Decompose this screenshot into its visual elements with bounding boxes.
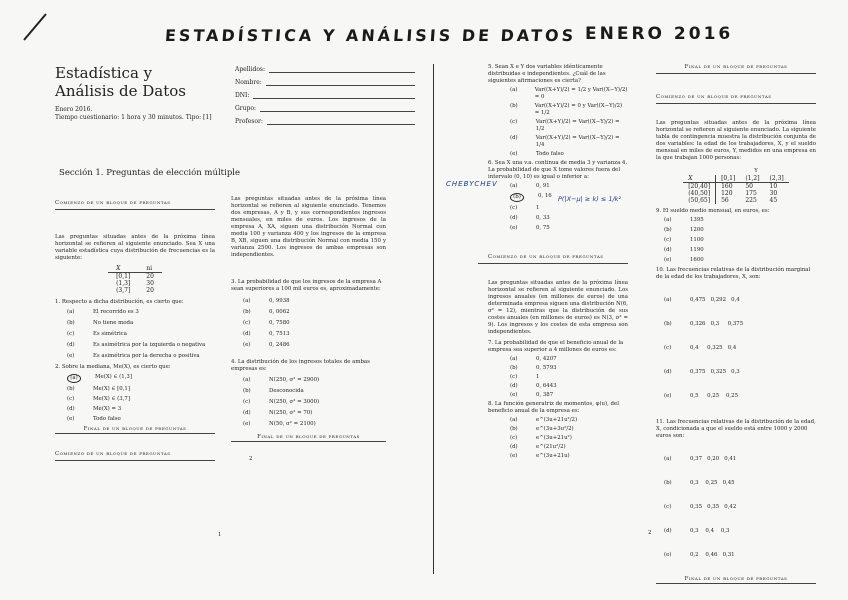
question-prompt: 6. Sea X una v.a. continua de media 3 y varianza 4. La probabilidad de que X tome valores fuera del intervalo (0, 10) es igual o inferior a: — [488, 160, 628, 180]
option-letter: (b) — [67, 320, 75, 326]
option-text: 0,35 0,35 0,42 — [690, 504, 737, 510]
field-label: Profesor: — [235, 118, 263, 125]
section-title: Sección 1. Preguntas de elección múltiple — [59, 168, 241, 178]
table-header: (2,3] — [769, 175, 784, 182]
field-dni[interactable] — [235, 92, 415, 105]
option-text: Desconocida — [269, 388, 304, 394]
option-letter: (e) — [67, 416, 75, 422]
answer-option[interactable] — [243, 309, 386, 316]
option-text: e^(3u+21u²/2) — [536, 417, 578, 423]
answer-option[interactable] — [243, 410, 386, 417]
answer-option[interactable] — [664, 227, 816, 234]
option-letter: (c) — [664, 237, 672, 243]
field-label: DNI: — [235, 92, 250, 99]
option-text: 0,375 0,325 0,3 — [690, 369, 740, 375]
answer-option[interactable] — [510, 453, 628, 460]
left-column-2 — [231, 196, 386, 463]
question-2 — [55, 364, 215, 423]
option-letter: (e) — [664, 257, 672, 263]
answer-option[interactable] — [243, 342, 386, 349]
question-4 — [231, 359, 386, 428]
block-end-label: Final de un bloque de preguntas — [55, 426, 215, 434]
answer-option[interactable] — [510, 426, 628, 433]
question-prompt: 1. Respecto a dicha distribución, es cierto que: — [55, 299, 184, 305]
question-prompt: 8. La función generatriz de momentos, φ(u), del beneficio anual de la empresa es: — [488, 401, 619, 414]
option-letter: (e) — [243, 342, 251, 348]
option-text: Var((X+Y)/2) = 0 y Var((X−Y)/2) = 1/2 — [534, 103, 623, 116]
option-letter: (e) — [510, 225, 518, 231]
table-header: (1,2] — [745, 175, 760, 182]
option-text: Es asimétrica por la izquierda o negativa — [93, 342, 206, 348]
table-header: ni — [138, 265, 162, 273]
exam-duration: Tiempo cuestionario: 1 hora y 30 minutos. Tipo: [1] — [55, 114, 212, 121]
option-letter: (e) — [664, 393, 672, 399]
question-5 — [478, 64, 628, 158]
option-letter: (c) — [67, 331, 75, 337]
answer-option[interactable] — [664, 297, 816, 304]
table-cell: (1,3] — [116, 280, 131, 287]
answer-option[interactable] — [243, 399, 386, 406]
answer-option[interactable] — [243, 331, 386, 338]
option-letter: (d) — [67, 406, 75, 412]
table-header: X — [683, 175, 715, 183]
answer-option[interactable] — [67, 331, 215, 338]
answer-option[interactable] — [510, 435, 628, 442]
answer-option[interactable] — [243, 388, 386, 395]
course-title-line2: Análisis de Datos — [55, 82, 186, 100]
answer-option[interactable] — [664, 393, 816, 400]
answer-option[interactable] — [510, 365, 628, 372]
option-text: Me(X) ∈ [0,1] — [93, 386, 130, 392]
question-8 — [478, 401, 628, 460]
option-letter: (b) — [510, 193, 524, 202]
field-grupo[interactable] — [235, 105, 415, 118]
intro-text: Las preguntas situadas antes de la próxima línea horizontal se refieren al siguiente enunciado. La siguiente tabla de contingencia muestra la distribución conjunta de dos variables: la edad de los trabajadores, X, y el sueldo mensual en miles de euros, Y, medidos en una empresa en la que trabajan 1000 personas: — [656, 120, 816, 161]
pen-stroke-mark — [20, 10, 50, 44]
question-prompt: 9. El sueldo medio mensual, en euros, es: — [656, 208, 770, 214]
right-page — [446, 64, 818, 584]
option-text: Es asimétrica por la derecha o positiva — [93, 353, 200, 359]
option-letter: (c) — [243, 399, 251, 405]
table-cell: 10 — [769, 183, 778, 190]
option-letter: (c) — [664, 345, 672, 351]
option-letter: (b) — [67, 386, 75, 392]
table-cell: 30 — [146, 280, 154, 287]
option-text: N(50, σ² = 2100) — [269, 421, 316, 427]
option-letter: (b) — [243, 388, 251, 394]
option-letter: (d) — [664, 528, 672, 534]
answer-option[interactable] — [664, 504, 816, 511]
option-text: 0, 2486 — [269, 342, 290, 348]
page-mark: 2 — [249, 456, 253, 462]
answer-option[interactable] — [664, 552, 816, 559]
question-prompt: 10. Las frecuencias relativas de la distribución marginal de la edad de los trabajadores, X, son: — [656, 267, 811, 280]
contingency-table — [683, 175, 789, 204]
option-text: Var((X+Y)/2) = Var((X−Y)/2) = 1/4 — [535, 135, 620, 148]
option-letter: (d) — [510, 444, 518, 450]
intro-text: Las preguntas situadas antes de la próxima línea horizontal se refieren al siguiente enunciado. Los ingresos anuales (en millones de euros) de una determinada empresa siguen una distribución N(6, σ² = 12), mientras que la distribución de sus costes anuales (en millones de euros) es N(3, σ² = 9). Los ingresos y los costes de esta empresa son independientes. — [488, 280, 628, 335]
option-letter: (e) — [510, 392, 518, 398]
table-cell: 45 — [769, 197, 778, 204]
option-letter: (a) — [510, 417, 518, 423]
option-letter: (a) — [243, 298, 251, 304]
answer-option[interactable] — [243, 421, 386, 428]
option-letter: (e) — [67, 353, 75, 359]
answer-option[interactable] — [67, 416, 215, 423]
option-letter: (a) — [510, 183, 518, 189]
option-letter: (a) — [664, 297, 672, 303]
field-nombre[interactable] — [235, 79, 415, 92]
page-number: 2 — [648, 530, 652, 536]
option-letter: (a) — [510, 356, 518, 362]
table-cell: 175 — [745, 190, 757, 197]
field-label: Nombre: — [235, 79, 262, 86]
option-text: e^(3u+3u²/2) — [536, 426, 574, 432]
option-letter: (a) — [67, 374, 81, 383]
question-10 — [656, 267, 816, 417]
right-column-1 — [478, 64, 628, 462]
table-cell: 50 — [745, 183, 753, 190]
option-text: 1395 — [690, 217, 704, 223]
option-text: Me(X) = 3 — [93, 406, 122, 412]
answer-option[interactable] — [664, 217, 816, 224]
option-text: 0,37 0,20 0,41 — [690, 456, 737, 462]
option-letter: (d) — [510, 383, 518, 389]
option-text: Me(X) ∈ (1,3] — [95, 374, 132, 380]
answer-option[interactable] — [510, 135, 628, 149]
option-letter: (d) — [664, 369, 672, 375]
field-profesor[interactable] — [235, 118, 415, 131]
course-title — [55, 64, 186, 100]
option-text: N(250, σ² = 3000) — [269, 399, 320, 405]
option-letter: (a) — [67, 309, 75, 315]
page-divider — [433, 64, 434, 574]
answer-option-selected[interactable] — [67, 374, 215, 383]
handwritten-title: ESTADÍSTICA Y ANÁLISIS DE DATOS — [164, 26, 577, 45]
option-text: Var((X+Y)/2) = 1/2 y Var((X−Y)/2) = 0 — [534, 87, 628, 100]
option-text: 0, 387 — [536, 392, 554, 398]
option-text: Es simétrica — [93, 331, 127, 337]
question-1 — [55, 299, 215, 360]
answer-option[interactable] — [664, 480, 816, 487]
option-text: 0,2 0,46 0,31 — [690, 552, 735, 558]
option-text: N(250, σ² = 2900) — [269, 377, 320, 383]
option-text: 1200 — [690, 227, 704, 233]
answer-option[interactable] — [510, 383, 628, 390]
answer-option[interactable] — [243, 377, 386, 384]
option-letter: (c) — [664, 504, 672, 510]
field-apellidos[interactable] — [235, 66, 415, 79]
option-letter: (b) — [510, 365, 518, 371]
option-letter: (d) — [243, 410, 251, 416]
option-letter: (d) — [510, 215, 518, 221]
table-cell: 20 — [146, 273, 154, 280]
option-letter: (a) — [664, 217, 672, 223]
option-text: El recorrido es 3 — [93, 309, 139, 315]
option-letter: (b) — [510, 426, 518, 432]
intro-text: Las preguntas situadas antes de la próxima línea horizontal se refieren al siguiente enunciado. Sea X una variable estadística cuya distribución de frecuencias es la siguiente: — [55, 234, 215, 261]
option-text: 0, 4207 — [536, 356, 557, 362]
option-text: 0, 9938 — [269, 298, 290, 304]
option-text: 0, 7580 — [269, 320, 290, 326]
table-cell: 30 — [769, 190, 778, 197]
question-3 — [231, 279, 386, 349]
option-text: 0,4 0,325 0,4 — [690, 345, 737, 351]
frequency-table — [108, 265, 162, 294]
option-letter: (b) — [243, 309, 251, 315]
question-11 — [656, 419, 816, 576]
table-cell: 160 — [721, 183, 733, 190]
answer-option[interactable] — [67, 386, 215, 393]
table-cell: 56 — [721, 197, 729, 204]
option-text: 0, 75 — [536, 225, 550, 231]
answer-option[interactable] — [510, 215, 628, 222]
option-letter: (d) — [67, 342, 75, 348]
block-start-label: Comienzo de un bloque de preguntas — [488, 254, 604, 260]
option-text: 0,326 0,3 0,375 — [690, 321, 744, 327]
option-letter: (b) — [510, 103, 518, 109]
handwritten-date: ENERO 2016 — [585, 24, 734, 44]
left-page — [55, 62, 425, 582]
answer-option[interactable] — [510, 151, 628, 158]
block-start-label: Comienzo de un bloque de preguntas — [55, 451, 171, 457]
table-cell: (40,50] — [683, 190, 715, 197]
option-letter: (d) — [243, 331, 251, 337]
block-start-label: Comienzo de un bloque de preguntas — [656, 94, 772, 100]
answer-option[interactable] — [510, 205, 628, 212]
answer-option[interactable] — [510, 356, 628, 363]
table-cell: [20,40] — [683, 183, 715, 191]
table-header: [0,1] — [721, 175, 736, 182]
option-text: 1 — [536, 374, 540, 380]
option-letter: (b) — [664, 321, 672, 327]
option-text: 0, 6443 — [536, 383, 557, 389]
option-text: e^(3u+21u²) — [536, 435, 572, 441]
option-letter: (c) — [510, 205, 518, 211]
left-column-1 — [55, 200, 215, 461]
option-letter: (c) — [510, 374, 518, 380]
option-text: 0, 5793 — [536, 365, 557, 371]
answer-option[interactable] — [67, 406, 215, 413]
question-prompt: 3. La probabilidad de que los ingresos de la empresa A sean superiores a 100 mil euros es, aproximadamente: — [231, 279, 382, 292]
answer-option[interactable] — [510, 225, 628, 232]
option-text: Me(X) ∈ (3,7] — [93, 396, 130, 402]
page-number: 1 — [218, 532, 222, 538]
question-prompt: 2. Sobre la mediana, Me(X), es cierto que: — [55, 364, 171, 370]
table-header: X — [108, 265, 138, 273]
table-cell: (3,7] — [116, 287, 131, 294]
table-cell: 20 — [146, 287, 154, 294]
answer-option[interactable] — [67, 342, 215, 349]
option-text: N(250, σ² = 70) — [269, 410, 313, 416]
option-letter: (c) — [67, 396, 75, 402]
table-cell: [0,1] — [116, 273, 131, 280]
option-text: 1100 — [690, 237, 704, 243]
answer-option[interactable] — [510, 103, 628, 117]
answer-option[interactable] — [243, 320, 386, 327]
option-text: Todo falso — [536, 151, 564, 157]
answer-option[interactable] — [664, 345, 816, 352]
right-column-2 — [656, 64, 816, 584]
option-text: No tiene moda — [93, 320, 134, 326]
block-start-label: Comienzo de un bloque de preguntas — [55, 200, 171, 206]
block-end-label: Final de un bloque de preguntas — [656, 576, 816, 584]
option-text: 0,3 0,25 0,45 — [690, 480, 735, 486]
question-prompt: 11. Las frecuencias relativas de la distribución de la edad, X, condicionada a que el sueldo está entre 1000 y 2000 euros son: — [656, 419, 816, 439]
option-text: 0, 7513 — [269, 331, 290, 337]
option-letter: (a) — [664, 456, 672, 462]
intro-text: Las preguntas situadas antes de la próxima línea horizontal se refieren al siguiente enunciado. Tenemos dos empresas, A y B, y sus correspondientes ingresos mensuales, en miles de euros. Los ingresos de la empresa A, XA, siguen una distribución Normal con media 100 y varianza 400 y los ingresos de la empresa B, XB, siguen una distribución Normal con media 150 y varianza 2500. Los ingresos de ambas empresas son independientes. — [231, 196, 386, 258]
option-text: 1600 — [690, 257, 704, 263]
answer-option[interactable] — [510, 87, 628, 101]
option-letter: (e) — [510, 453, 518, 459]
option-letter: (b) — [664, 480, 672, 486]
question-9 — [656, 208, 816, 264]
question-7 — [478, 340, 628, 399]
option-text: 0, 33 — [536, 215, 550, 221]
question-prompt: 4. La distribución de los ingresos totales de ambas empresas es: — [231, 359, 370, 372]
option-letter: (a) — [510, 87, 518, 93]
field-label: Grupo: — [235, 105, 256, 112]
answer-option[interactable] — [510, 444, 628, 451]
contingency-y-label: Y — [754, 168, 758, 174]
option-text: 0, 16 — [538, 193, 552, 199]
answer-option[interactable] — [664, 237, 816, 244]
option-text: 0, 0062 — [269, 309, 290, 315]
option-letter: (c) — [510, 435, 518, 441]
option-letter: (e) — [664, 552, 672, 558]
handwritten-note-formula: P(|X−μ| ≥ k) ≤ 1/k² — [558, 195, 622, 203]
answer-option[interactable] — [664, 528, 816, 535]
exam-date: Enero 2016. — [55, 106, 93, 113]
option-text: 0, 91 — [536, 183, 550, 189]
option-letter: (d) — [510, 135, 518, 141]
answer-option[interactable] — [664, 456, 816, 463]
option-letter: (d) — [664, 247, 672, 253]
option-text: Var((X+Y)/2) = Var((X−Y)/2) = 1/2 — [535, 119, 620, 132]
student-fields — [235, 66, 415, 131]
answer-option[interactable] — [67, 396, 215, 403]
answer-option[interactable] — [510, 183, 628, 190]
table-cell: (50,65] — [683, 197, 715, 204]
table-cell: 225 — [745, 197, 757, 204]
block-end-label: Final de un bloque de preguntas — [656, 64, 816, 74]
answer-option[interactable] — [664, 257, 816, 264]
question-prompt: 7. La probabilidad de que el beneficio anual de la empresa sea superior a 4 millones de euros es: — [488, 340, 624, 353]
option-text: e^(3u+21u) — [536, 453, 570, 459]
option-letter: (e) — [243, 421, 251, 427]
question-prompt: 5. Sean X e Y dos variables idénticamente distribuidas e independientes. ¿Cuál de las siguientes afirmaciones es cierta? — [488, 64, 606, 84]
option-text: 1190 — [690, 247, 704, 253]
answer-option[interactable] — [664, 321, 816, 328]
answer-option[interactable] — [67, 320, 215, 327]
answer-option[interactable] — [510, 374, 628, 381]
option-letter: (e) — [510, 151, 518, 157]
option-text: 0,3 0,4 0,3 — [690, 528, 730, 534]
option-text: 1 — [536, 205, 540, 211]
option-text: Todo falso — [93, 416, 121, 422]
answer-option[interactable] — [510, 119, 628, 133]
handwritten-note-chebychev: CHEBYCHEV — [446, 180, 498, 188]
answer-option[interactable] — [67, 353, 215, 360]
table-cell: 120 — [721, 190, 733, 197]
answer-option-selected[interactable] — [510, 417, 628, 424]
answer-option[interactable] — [664, 369, 816, 376]
option-text: e^(21u²/2) — [536, 444, 566, 450]
option-letter: (c) — [510, 119, 518, 125]
course-title-line1: Estadística y — [55, 64, 153, 82]
option-text: 0,5 0,25 0,25 — [690, 393, 738, 399]
answer-option[interactable] — [664, 247, 816, 254]
option-letter: (a) — [243, 377, 251, 383]
answer-option[interactable] — [67, 309, 215, 316]
block-end-label: Final de un bloque de preguntas — [231, 434, 386, 442]
option-letter: (c) — [243, 320, 251, 326]
field-label: Apellidos: — [235, 66, 266, 73]
answer-option[interactable] — [510, 392, 628, 399]
option-letter: (b) — [664, 227, 672, 233]
option-text: 0,475 0,292 0,4 — [690, 297, 740, 303]
answer-option[interactable] — [243, 298, 386, 305]
